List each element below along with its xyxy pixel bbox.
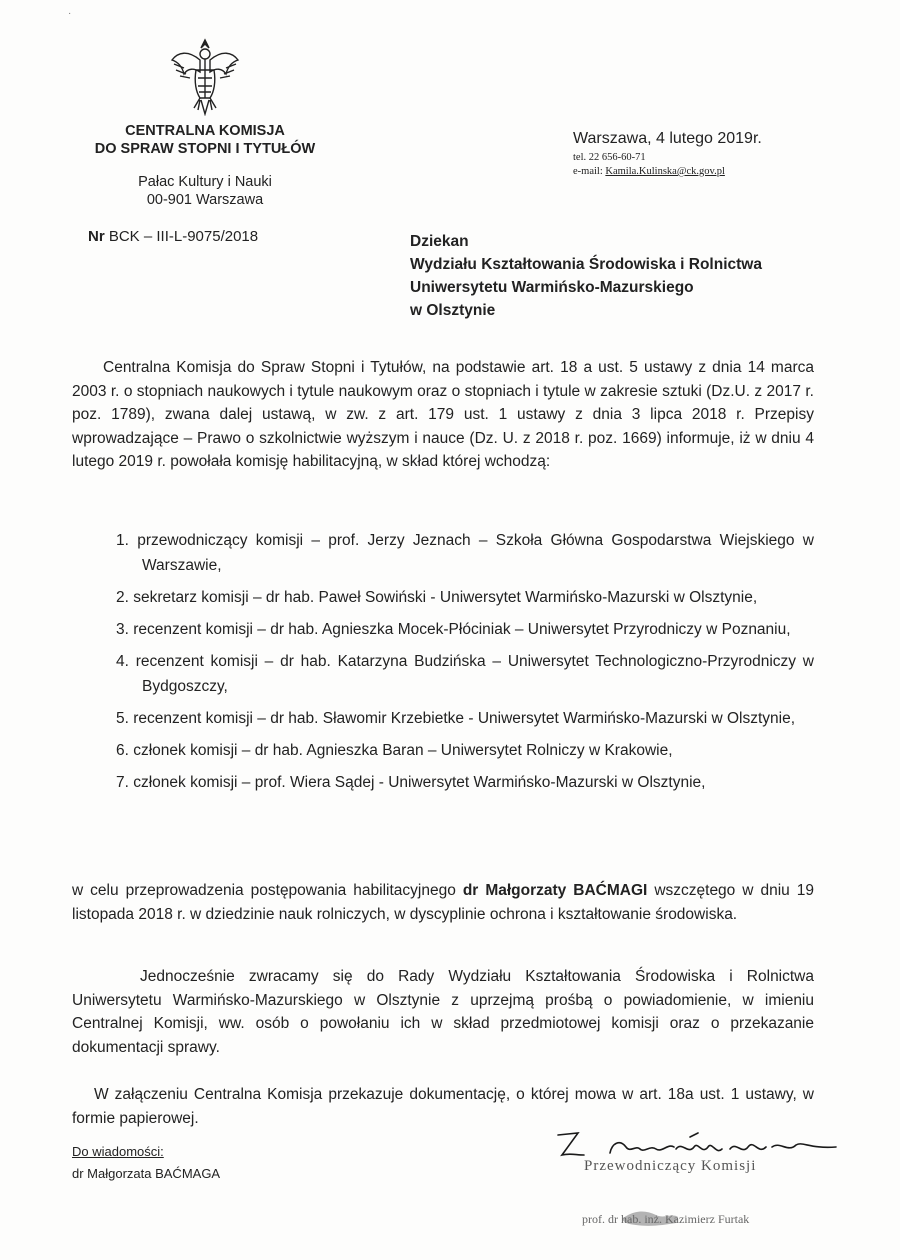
recipient-block [410,230,762,322]
scan-artifact: · [68,8,72,19]
committee-members-list [72,528,814,802]
intro-paragraph: Centralna Komisja do Spraw Stopni i Tytułów, na podstawie art. 18 a ust. 5 ustawy z dnia 14 marca 2003 r. o stopniach naukowych i tytule naukowym oraz o stopniach i tytule w zakresie sztuki (Dz.U. z 2017 r. poz. 1789), zwana dalej ustawą, w zw. z art. 179 ust. 1 ustawy z dnia 3 lipca 2018 r. Przepisy wprowadzające – Prawo o szkolnictwie wyższym i nauce (Dz. U. z 2018 r. poz. 1669) informuje, iż w dniu 4 lutego 2019 r. powołała komisję habilitacyjną, w skład której wchodzą: [72,359,814,470]
member-item: 4. recenzent komisji – dr hab. Katarzyna Budzińska – Uniwersytet Technologiczno-Przyrodniczy w Bydgoszczy, [116,653,814,695]
phone-number: tel. 22 656-60-71 [573,152,646,163]
recipient-line-3: Uniwersytetu Warmińsko-Mazurskiego [410,279,694,296]
member-item: 3. recenzent komisji – dr hab. Agnieszka Mocek-Płóciniak – Uniwersytet Przyrodniczy w Poznaniu, [116,621,791,638]
recipient-line-1: Dziekan [410,233,469,250]
institution-line-2: DO SPRAW STOPNI I TYTUŁÓW [94,141,316,157]
city-date: Warszawa, 4 lutego 2019r. [573,130,762,147]
member-item: 5. recenzent komisji – dr hab. Sławomir Krzebietke - Uniwersytet Warmińsko-Mazurski w Olsztynie, [116,710,796,727]
address-line-1: Pałac Kultury i Nauki [138,174,272,190]
email-line [573,165,725,179]
email-link[interactable]: Kamila.Kulinska@ck.gov.pl [605,166,725,177]
member-item: 1. przewodniczący komisji – prof. Jerzy Jeznach – Szkoła Główna Gospodarstwa Wiejskiego w Warszawie, [116,532,814,574]
attachment-paragraph: W załączeniu Centralna Komisja przekazuje dokumentację, o której mowa w art. 18a ust. 1 ustawy, w formie papierowej. [72,1086,814,1127]
reference-prefix: Nr [88,228,105,245]
institution-name [60,122,350,158]
recipient-line-2: Wydziału Kształtowania Środowiska i Rolnictwa [410,256,762,273]
reference-number [88,228,258,245]
cc-name: dr Małgorzata BAĆMAGA [72,1166,221,1181]
signatory-title: Przewodniczący Komisji [584,1158,757,1174]
eagle-emblem-icon [170,38,240,116]
purpose-text-after: wszczętego w dniu 19 listopada 2018 r. w dziedzinie nauk rolniczych, w dyscyplinie ochrona i kształtowanie środowiska. [72,882,815,923]
purpose-text-before: w celu przeprowadzenia postępowania habilitacyjnego [72,882,463,899]
member-item: 6. członek komisji – dr hab. Agnieszka Baran – Uniwersytet Rolniczy w Krakowie, [116,742,673,759]
cc-label: Do wiadomości: [72,1144,164,1159]
purpose-paragraph [72,879,814,926]
address-line-2: 00-901 Warszawa [146,192,264,208]
member-item: 7. członek komisji – prof. Wiera Sądej - Uniwersytet Warmińsko-Mazurski w Olsztynie, [116,774,706,791]
signatory-name: prof. dr hab. inż. Kazimierz Furtak [582,1212,750,1226]
email-label: e-mail: [573,166,603,177]
reference-value: BCK – III-L-9075/2018 [108,228,259,245]
member-item: 2. sekretarz komisji – dr hab. Paweł Sowiński - Uniwersytet Warmińsko-Mazurski w Olsztynie, [116,589,758,606]
institution-line-1: CENTRALNA KOMISJA [125,123,285,139]
request-paragraph: Jednocześnie zwracamy się do Rady Wydziału Kształtowania Środowiska i Rolnictwa Uniwersytetu Warmińsko-Mazurskiego w Olsztynie z uprzejmą prośbą o powiadomienie, w imieniu Centralnej Komisji, ww. osób o powołaniu ich w skład przedmiotowej komisji oraz o przekazanie dokumentacji sprawy. [72,968,814,1056]
institution-address [60,173,350,209]
recipient-line-4: w Olsztynie [410,302,496,319]
contact-info [573,151,725,179]
candidate-name: dr Małgorzaty BAĆMAGI [462,882,648,899]
